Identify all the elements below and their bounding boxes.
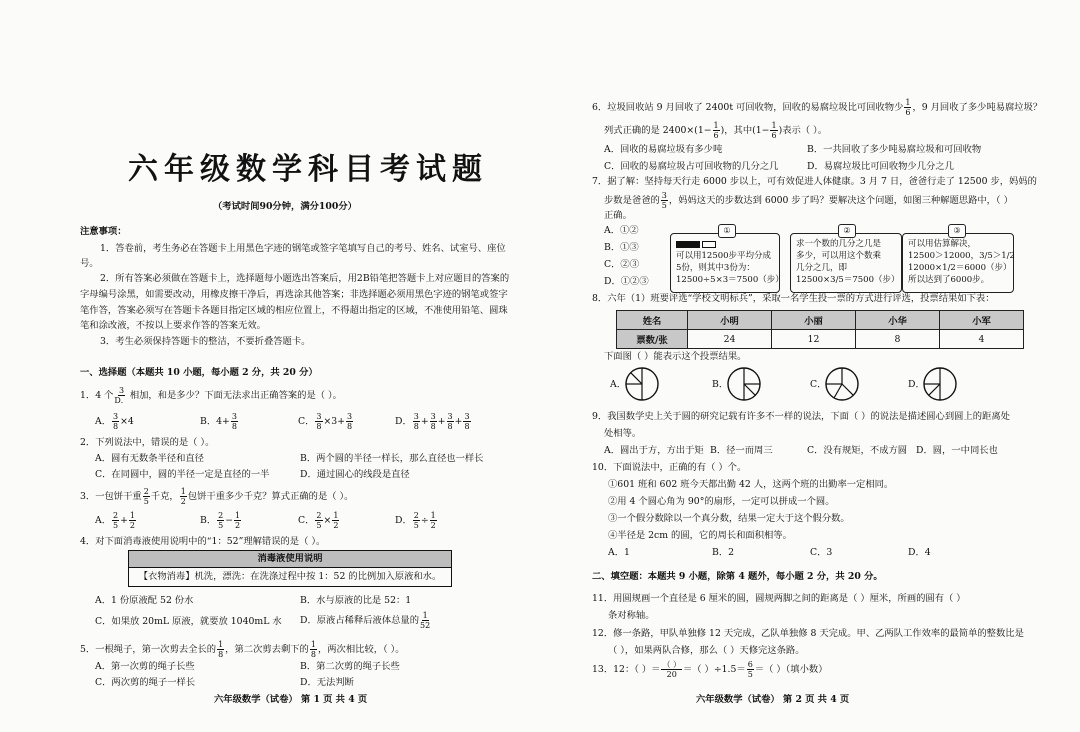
box-1-line: 可以用12500步平均分成 — [676, 251, 772, 261]
q8-option-b: B． — [712, 379, 729, 390]
solution-box-2 — [790, 233, 902, 293]
q7-option-c: C．②③ — [604, 259, 640, 270]
question-3-stem: 3．一包饼干重 $\frac{2}{5}$ 千克， $\frac{1}{2}$ 包饼干重多少千克？算式正确的是（ ）。 — [80, 487, 354, 506]
notes-header: 注意事项： — [80, 226, 127, 237]
vote-table — [616, 310, 1024, 349]
q7-option-b: B．①③ — [604, 242, 639, 253]
q10-statement-1: ①601 班和 602 班今天都出勤 42 人，这两个班的出勤率一定相同。 — [608, 479, 894, 490]
table-cell: 票数/张 — [617, 330, 688, 349]
disinfectant-notice — [128, 550, 452, 587]
question-4-stem: 4．对下面消毒液使用说明中的“1：52”理解错误的是（ ）。 — [80, 536, 326, 547]
table-cell: 4 — [940, 330, 1024, 349]
exam-duration: （考试时间90分钟，满分100分） — [213, 201, 357, 212]
question-12-stem: 12．修一条路，甲队单独修 12 天完成，乙队单独修 8 天完成。甲、乙两队工作效率的最简单的整数比是 — [592, 628, 1024, 639]
section-1-heading: 一、选择题（本题共 10 小题，每小题 2 分，共 20 分） — [80, 367, 318, 378]
section-2-heading: 二、填空题：本题共 9 小题，除第 4 题外，每小题 2 分，共 20 分。 — [592, 571, 883, 582]
solution-box-1 — [670, 233, 784, 293]
q6-option-d: D．易腐垃圾比可回收物少几分之几 — [807, 161, 954, 172]
pie-b-icon — [726, 366, 762, 402]
question-13-stem: 13．12：（ ）＝ $\frac{( )}{20}$ ＝（ ）÷1.5＝ $\frac{6}{5}$ ＝（ ）（填小数） — [592, 660, 828, 679]
table-cell: 8 — [856, 330, 940, 349]
q4-option-d: D．原液占稀释后液体总量的 $\frac{1}{52}$ — [300, 611, 431, 630]
question-7-stem-3: 正确。 — [604, 210, 632, 221]
question-1-stem: 1．4 个 $\frac{3}{D.}$ 相加，和是多少？下面无法求出正确答案的是（ ）。 — [80, 386, 342, 405]
note-line: 笔作答，答案必须写在答题卡各题目指定区域的相应位置上，不得超出指定的区域，不准使用铅笔、圆珠 — [80, 305, 508, 316]
note-line: 1．答卷前，考生务必在答题卡上用黑色字迹的钢笔或签字笔填写自己的考号、姓名、试室号、座位 — [100, 243, 506, 254]
table-header-cell: 小明 — [688, 311, 772, 330]
q10-option-b: B．2 — [712, 547, 735, 558]
note-line: 号。 — [80, 258, 99, 269]
question-11-stem: 11．用圆规画一个直径是 6 厘米的圆，圆规两脚之间的距离是（ ）厘米，所画的圆有（ ） — [592, 593, 966, 604]
q9-option-a: A．圆出于方，方出于矩 — [604, 445, 704, 456]
q3-option-a: A． $\frac{2}{5}$ + $\frac{1}{2}$ — [95, 511, 135, 530]
question-8-stem: 8．六年（1）班要评选“学校文明标兵”，采取一名学生投一票的方式进行评选，投票结果如下表： — [592, 293, 995, 304]
q5-option-b: B．第二次剪的绳子长些 — [300, 661, 400, 672]
q1-option-b: B．4+ $\frac{3}{8}$ — [200, 412, 237, 431]
q6-option-b: B．一共回收了多少吨易腐垃圾和可回收物 — [807, 144, 982, 155]
q9-option-b: B．径一而周三 — [710, 445, 773, 456]
box-3-line: 所以达到了6000步。 — [908, 275, 990, 285]
q9-option-c: C．没有规矩，不成方圆 — [807, 445, 908, 456]
pie-c-icon — [824, 366, 860, 402]
q8-option-d: D． — [908, 379, 925, 390]
note-line: 3．考生必须保持答题卡的整洁，不要折叠答题卡。 — [100, 336, 311, 347]
q5-option-c: C．两次剪的绳子一样长 — [95, 677, 196, 688]
table-row — [617, 330, 1024, 349]
q5-option-a: A．第一次剪的绳子长些 — [95, 661, 195, 672]
q7-option-a: A．①② — [604, 225, 639, 236]
question-6-stem: 6．垃圾回收站 9 月回收了 2400t 可回收物，回收的易腐垃圾比可回收物少 $\frac{1}{6}$ ，9 月回收了多少吨易腐垃圾？ — [592, 98, 1043, 117]
solution-marker-3: ③ — [948, 224, 966, 238]
question-10-stem: 10．下面说法中，正确的有（ ）个。 — [592, 462, 747, 473]
box-3-line: 12000×1/2＝6000（步） — [908, 263, 1012, 273]
q1-option-c: C． $\frac{3}{8}$ ×3+ $\frac{3}{8}$ — [298, 412, 353, 431]
notice-title: 消毒液使用说明 — [129, 551, 451, 568]
question-6-expression: 列式正确的是 2400×(1− $\frac{1}{6}$ )，其中(1− $\frac{1}{6}$ )表示（ ）。 — [604, 121, 827, 140]
question-7-stem-2: 步数是爸爸的 $\frac{3}{5}$ ，妈妈这天的步数达到 6000 步了吗？要解决这个问题，如图三种解题思路中，（ ） — [604, 191, 1013, 210]
q10-option-c: C．3 — [810, 547, 833, 558]
q6-option-a: A．回收的易腐垃圾有多少吨 — [604, 144, 723, 155]
table-cell: 24 — [688, 330, 772, 349]
box-3-line: 可以用估算解决， — [908, 239, 977, 249]
q5-option-d: D．无法判断 — [300, 677, 354, 688]
note-line: 字母编号涂黑，如需要改动，用橡皮擦干净后，再选涂其他答案；非选择题必须用黑色字迹的钢笔或签字 — [80, 289, 508, 300]
question-5-stem: 5．一根绳子，第一次剪去全长的 $\frac{1}{8}$ ，第二次剪去剩下的 $\frac{1}{8}$ ，两次相比较，（ ）。 — [80, 640, 405, 659]
q4-option-c: C．如果放 20mL 原液，就要放 1040mL 水 — [95, 616, 282, 627]
solution-box-3 — [902, 233, 1014, 293]
table-header-cell: 姓名 — [617, 311, 688, 330]
box-2-line: 12500×3/5＝7500（步） — [796, 275, 900, 285]
q2-option-b: B．两个圆的半径一样长，那么直径也一样长 — [300, 453, 484, 464]
question-9-stem-2: 处相等。 — [604, 428, 642, 439]
box-3-line: 12500＞12000，3/5＞1/2 — [908, 251, 1015, 261]
table-header-cell: 小军 — [940, 311, 1024, 330]
q3-option-b: B． $\frac{2}{5}$ − $\frac{1}{2}$ — [200, 511, 241, 530]
q4-option-a: A．1 份原液配 52 份水 — [95, 595, 194, 606]
box-2-line: 多少，可以用这个数乘 — [796, 251, 882, 261]
q9-option-d: D．圆，一中同长也 — [916, 445, 998, 456]
q2-option-a: A．圆有无数条半径和直径 — [95, 453, 204, 464]
solution-marker-1: ① — [718, 224, 736, 238]
box-2-line: 几分之几，即 — [796, 263, 848, 273]
pie-d-icon — [922, 366, 958, 402]
note-line: 2．所有答案必须做在答题卡上，选择题每小题选出答案后，用2B铅笔把答题卡上对应题目的答案的 — [100, 273, 510, 284]
q7-option-d: D．①②③ — [604, 276, 649, 287]
box-1-line: 5份，则其中3份为： — [676, 263, 755, 273]
q10-statement-3: ③一个假分数除以一个真分数，结果一定大于这个假分数。 — [608, 513, 850, 524]
page-footer: 六年级数学（试卷） 第 2 页 共 4 页 — [696, 694, 850, 705]
q10-option-a: A．1 — [608, 547, 630, 558]
note-line: 笔和涂改液，不按以上要求作答的答案无效。 — [80, 320, 266, 331]
question-8-prompt: 下面图（ ）能表示这个投票结果。 — [604, 351, 747, 362]
table-header-cell: 小华 — [856, 311, 940, 330]
q3-option-d: D． $\frac{2}{5}$ ÷ $\frac{1}{2}$ — [395, 511, 436, 530]
table-cell: 12 — [772, 330, 856, 349]
q10-statement-4: ④半径是 2cm 的圆，它的周长和面积相等。 — [608, 530, 792, 541]
question-2-stem: 2．下列说法中，错误的是（ ）。 — [80, 437, 215, 448]
q8-option-c: C． — [810, 379, 827, 390]
notice-body: 【衣物消毒】机洗，漂洗：在洗涤过程中按 1：52 的比例加入原液和水。 — [138, 571, 442, 582]
vote-table-header — [617, 311, 1024, 330]
exam-page-2 — [540, 0, 1080, 732]
question-9-stem: 9．我国数学史上关于圆的研究记载有许多不一样的说法，下面（ ）的说法是描述圆心到圆上的距离处 — [592, 411, 1010, 422]
solution-marker-2: ② — [838, 224, 856, 238]
question-7-stem: 7．据了解：坚持每天行走 6000 步以上，可有效促进人体健康。3 月 7 日，爸爸行走了 12500 步，妈妈的 — [592, 176, 1037, 187]
page-footer: 六年级数学（试卷） 第 1 页 共 4 页 — [214, 694, 368, 705]
q10-option-d: D．4 — [908, 547, 931, 558]
q10-statement-2: ②用 4 个圆心角为 90°的扇形，一定可以拼成一个圆。 — [608, 496, 835, 507]
question-11-stem-2: 条对称轴。 — [608, 610, 655, 621]
table-header-cell: 小丽 — [772, 311, 856, 330]
question-12-stem-2: （ ），如果两队合修，那么（ ）天修完这条路。 — [608, 645, 805, 656]
box-2-line: 求一个数的几分之几是 — [796, 239, 882, 249]
q1-option-a: A． $\frac{3}{8}$ ×4 — [95, 412, 134, 431]
page-title: 六年级数学科目考试题 — [128, 152, 488, 187]
pie-a-icon — [624, 366, 660, 402]
step-bar-diagram — [676, 238, 774, 250]
q6-option-c: C．回收的易腐垃圾占可回收物的几分之几 — [604, 161, 779, 172]
q2-option-d: D．通过圆心的线段是直径 — [300, 469, 410, 480]
q8-option-a: A． — [610, 379, 627, 390]
box-1-line: 12500÷5×3＝7500（步） — [676, 275, 784, 285]
q2-option-c: C．在同圆中，圆的半径一定是直径的一半 — [95, 469, 270, 480]
q3-option-c: C． $\frac{2}{5}$ × $\frac{1}{2}$ — [298, 511, 339, 530]
q1-option-d: D． $\frac{3}{8}$ + $\frac{3}{8}$ + $\frac{3}{8}$ + $\frac{3}{8}$ — [395, 412, 470, 431]
q4-option-b: B．水与原液的比是 52：1 — [300, 595, 412, 606]
